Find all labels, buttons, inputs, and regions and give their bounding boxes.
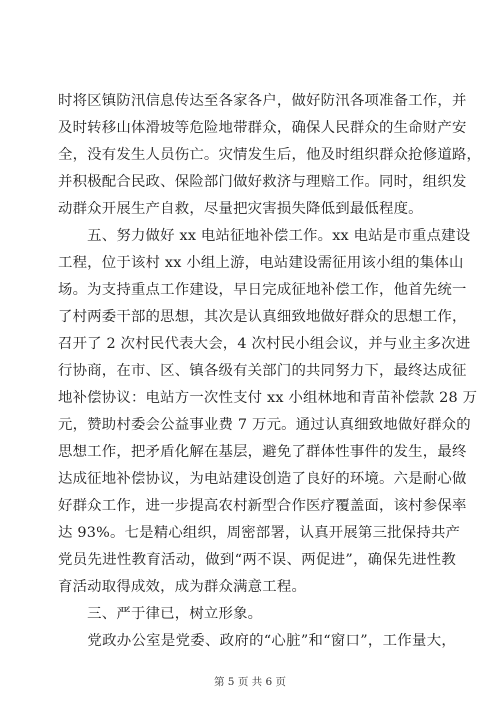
text-line: 党员先进性教育活动，做到“两不误、两促进”，确保先进性教 [58,552,456,568]
text-line: 党政办公室是党委、政府的“心脏”和“窗口”，工作量大， [58,633,456,649]
text-line: 及时转移山体滑坡等危险地带群众，确保人民群众的生命财产安 [58,120,467,136]
text-line: 元，赞助村委会公益事业费 7 万元。通过认真细致地做好群众的 [58,417,471,433]
text-line: 并积极配合民政、保险部门做好救济与理赔工作。同时，组织发 [58,174,467,190]
text-line: 时将区镇防汛信息传达至各家各户，做好防汛各项准备工作，并 [58,93,467,109]
text-line: 育活动取得成效，成为群众满意工程。 [58,579,307,595]
text-line: 达 93%。七是精心组织，周密部署，认真开展第三批保持共产 [58,525,461,541]
text-line: 召开了 2 次村民代表大会，4 次村民小组会议，并与业主多次进 [58,336,471,352]
text-line: 行协商，在市、区、镇各级有关部门的共同努力下，最终达成征 [58,363,467,379]
text-line: 五、努力做好 xx 电站征地补偿工作。xx 电站是市重点建设 [58,228,471,244]
text-line: 思想工作，把矛盾化解在基层，避免了群体性事件的发生，最终 [58,444,467,460]
text-line: 了村两委干部的思想，其次是认真细致地做好群众的思想工作， [58,309,467,325]
text-line: 动群众开展生产自救，尽量把灾害损失降低到最低程度。 [58,201,423,217]
text-line: 地补偿协议：电站方一次性支付 xx 小组林地和青苗补偿款 28 万 [58,390,478,406]
section-heading: 三、严于律已，树立形象。 [58,606,263,622]
text-line: 工程，位于该村 xx 小组上游，电站建设需征用该小组的集体山 [58,255,464,271]
text-line: 场。为支持重点工作建设，早日完成征地补偿工作，他首先统一 [58,282,467,298]
page-footer: 第 5 页 共 6 页 [213,676,287,688]
text-line: 达成征地补偿协议，为电站建设创造了良好的环境。六是耐心做 [58,471,467,487]
text-line: 好群众工作，进一步提高农村新型合作医疗覆盖面，该村参保率 [58,498,467,514]
text-line: 全，没有发生人员伤亡。灾情发生后，他及时组织群众抢修道路， [58,147,482,163]
body-text [58,88,482,655]
